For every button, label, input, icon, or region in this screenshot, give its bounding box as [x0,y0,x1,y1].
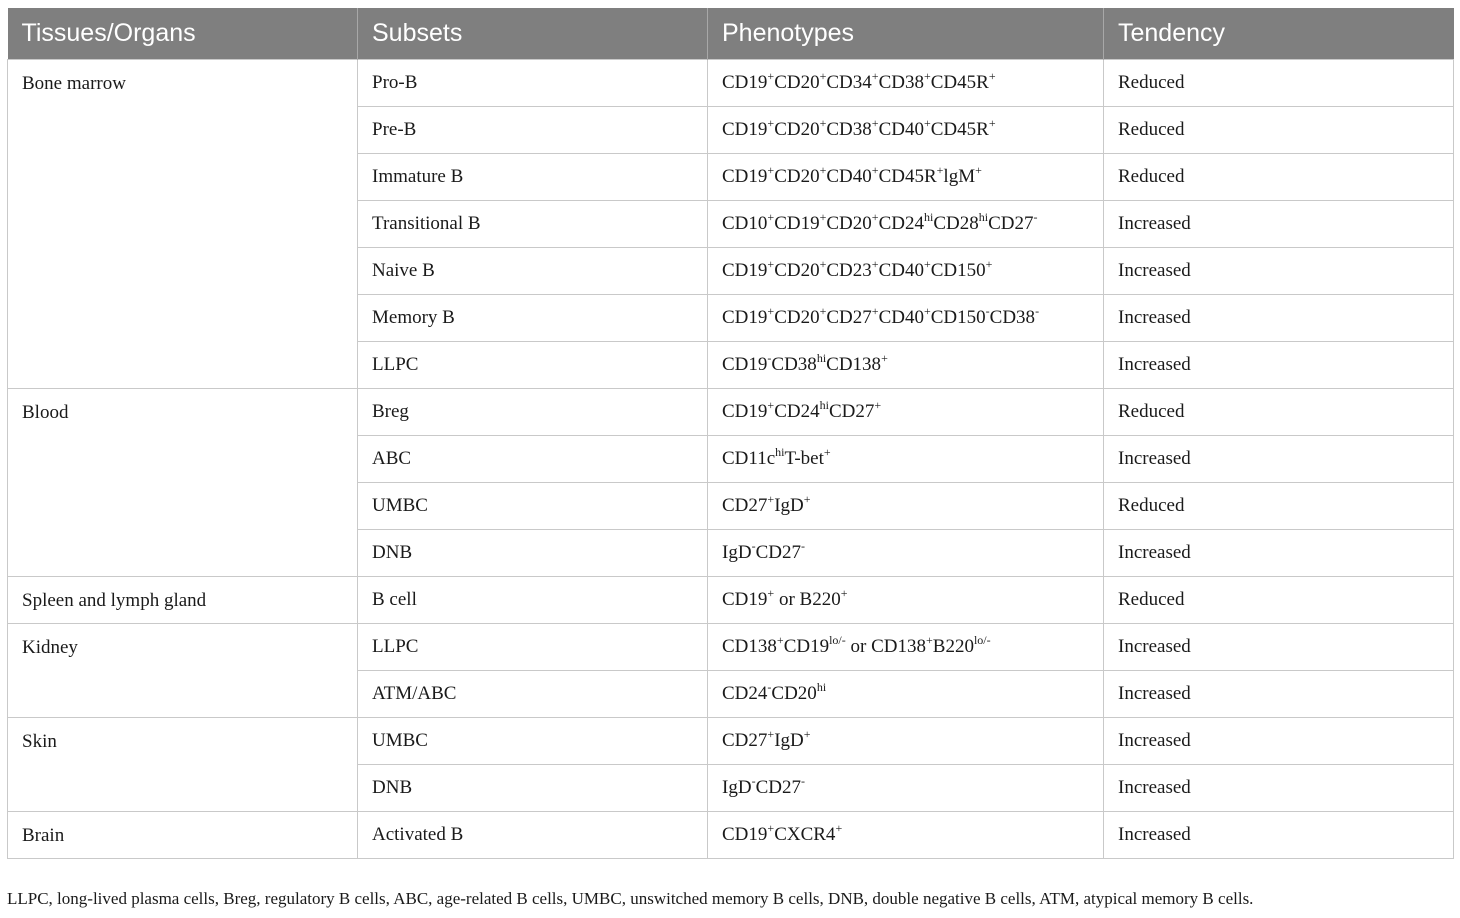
marker-expression: + [767,398,775,412]
marker-expression: + [874,398,882,412]
marker-name: CD23 [826,260,872,281]
marker-expression: + [803,492,811,506]
marker-name: CD40 [878,119,924,140]
marker-expression: + [767,69,775,83]
marker-expression: + [988,116,996,130]
subset-cell: ATM/ABC [358,671,708,718]
marker-name: CD19 [722,166,768,187]
phenotype-cell [708,718,1104,765]
marker-name: IgD [774,495,804,516]
phenotype-cell [708,295,1104,342]
marker-expression: hi [775,445,785,459]
tendency-cell: Increased [1104,624,1454,671]
header-tissues-organs: Tissues/Organs [8,8,358,60]
marker-expression: + [835,821,843,835]
marker-expression: + [767,821,775,835]
marker-name: CD19 [722,72,768,93]
table-body [8,60,1454,859]
marker-expression: - [800,539,805,553]
marker-name: CD38 [771,354,817,375]
header-tendency: Tendency [1104,8,1454,60]
marker-name: CD34 [826,72,872,93]
marker-expression: + [975,163,982,177]
tissue-cell: Blood [8,389,358,577]
marker-expression: + [926,633,933,647]
phenotype-cell [708,248,1104,295]
marker-name: CD45R [878,166,937,187]
subset-cell: DNB [358,765,708,812]
marker-name: or CD138 [845,636,926,657]
marker-name: CD27 [755,777,801,798]
marker-name: CD20 [774,72,820,93]
marker-name: lgM [943,166,976,187]
marker-expression: + [871,257,879,271]
table-row [8,389,1454,436]
marker-name: CD150 [930,307,986,328]
marker-name: CD19 [722,260,768,281]
marker-name: CD19 [774,213,820,234]
tendency-cell: Increased [1104,201,1454,248]
marker-name: CD20 [774,166,820,187]
phenotype-cell [708,342,1104,389]
tendency-cell: Reduced [1104,577,1454,624]
phenotype-cell [708,107,1104,154]
marker-expression: + [923,69,931,83]
marker-name: CD40 [826,166,872,187]
marker-name: B220 [932,636,974,657]
subset-cell: Activated B [358,812,708,859]
subset-cell: ABC [358,436,708,483]
marker-expression: + [767,586,775,600]
marker-expression: - [1033,210,1038,224]
tissue-cell: Bone marrow [8,60,358,389]
subset-cell: Breg [358,389,708,436]
marker-name: CD138 [722,636,777,657]
phenotype-cell [708,671,1104,718]
marker-name: CD24 [774,401,820,422]
marker-expression: + [923,116,931,130]
marker-name: or B220 [774,589,841,610]
marker-expression: + [767,163,775,177]
subset-cell: Transitional B [358,201,708,248]
marker-name: CD27 [722,730,768,751]
subset-cell: UMBC [358,483,708,530]
tendency-cell: Increased [1104,436,1454,483]
marker-name: CD19 [722,589,768,610]
marker-name: CD150 [930,260,986,281]
table-header [8,8,1454,60]
b-cell-subsets-table [7,8,1454,859]
phenotype-cell [708,60,1104,107]
marker-expression: + [767,210,775,224]
marker-name: CD19 [722,401,768,422]
phenotype-cell [708,201,1104,248]
marker-expression: + [936,163,944,177]
subset-cell: Memory B [358,295,708,342]
subset-cell: Naive B [358,248,708,295]
tendency-cell: Reduced [1104,60,1454,107]
marker-expression: + [767,727,775,741]
marker-name: CD20 [826,213,872,234]
subset-cell: LLPC [358,624,708,671]
subset-cell: UMBC [358,718,708,765]
tissue-cell: Kidney [8,624,358,718]
marker-expression: + [767,492,775,506]
table-row [8,624,1454,671]
marker-expression: + [803,727,811,741]
phenotype-cell [708,765,1104,812]
phenotype-cell [708,154,1104,201]
header-row [8,8,1454,60]
phenotype-cell [708,577,1104,624]
table-row [8,718,1454,765]
marker-expression: + [819,69,827,83]
table-row [8,577,1454,624]
subset-cell: DNB [358,530,708,577]
marker-name: CD20 [774,119,820,140]
marker-name: CD38 [878,72,924,93]
marker-expression: + [871,116,879,130]
marker-expression: + [823,445,831,459]
subset-cell: Pre-B [358,107,708,154]
marker-expression: + [840,586,848,600]
tissue-cell: Brain [8,812,358,859]
marker-expression: + [923,304,931,318]
marker-expression: + [871,210,879,224]
marker-name: T-bet [784,448,824,469]
marker-expression: hi [923,210,934,224]
header-subsets: Subsets [358,8,708,60]
marker-name: CD38 [989,307,1036,328]
marker-expression: - [751,774,756,788]
marker-expression: + [767,257,775,271]
phenotype-cell [708,812,1104,859]
marker-name: CD11c [722,448,776,469]
marker-expression: + [871,163,879,177]
marker-expression: + [988,69,996,83]
marker-expression: + [871,304,879,318]
table-row [8,60,1454,107]
tendency-cell: Reduced [1104,107,1454,154]
marker-name: CD45R [930,119,989,140]
marker-name: CD27 [826,307,872,328]
marker-name: CD27 [755,542,801,563]
marker-name: CD27 [722,495,768,516]
marker-name: CD40 [878,260,924,281]
subset-cell: Immature B [358,154,708,201]
marker-expression: + [819,116,827,130]
marker-expression: hi [816,351,827,365]
marker-expression: - [751,539,756,553]
marker-expression: - [800,774,805,788]
table-footnote: LLPC, long-lived plasma cells, Breg, regulatory B cells, ABC, age-related B cells, UMBC, unswitched memory B cells, DNB, double negative B cells, ATM, atypical memory B cells. [7,889,1254,908]
marker-name: CD19 [722,307,768,328]
marker-name: CD20 [771,683,817,704]
marker-name: CD24 [878,213,924,234]
subset-cell: Pro-B [358,60,708,107]
marker-name: CD20 [774,307,820,328]
tendency-cell: Increased [1104,812,1454,859]
marker-expression: + [819,163,827,177]
tissue-cell: Skin [8,718,358,812]
marker-name: CD20 [774,260,820,281]
tendency-cell: Reduced [1104,389,1454,436]
marker-name: CXCR4 [774,824,836,845]
marker-expression: + [767,304,775,318]
marker-expression: - [985,304,990,318]
tendency-cell: Increased [1104,248,1454,295]
tendency-cell: Increased [1104,295,1454,342]
marker-expression: hi [978,210,989,224]
marker-expression: + [871,69,879,83]
marker-expression: - [767,351,772,365]
marker-expression: + [819,257,827,271]
tendency-cell: Increased [1104,765,1454,812]
marker-expression: lo/- [973,633,991,647]
subset-cell: LLPC [358,342,708,389]
marker-name: CD27 [828,401,875,422]
marker-expression: + [819,210,827,224]
marker-expression: + [819,304,827,318]
tendency-cell: Increased [1104,530,1454,577]
phenotype-cell [708,624,1104,671]
marker-expression: + [881,351,888,365]
tendency-cell: Reduced [1104,154,1454,201]
marker-name: CD10 [722,213,768,234]
marker-name: IgD [722,777,752,798]
tendency-cell: Increased [1104,671,1454,718]
marker-name: CD27 [988,213,1034,234]
tissue-cell: Spleen and lymph gland [8,577,358,624]
marker-name: CD19 [722,354,768,375]
marker-expression: lo/- [829,633,846,647]
marker-name: CD19 [722,119,768,140]
marker-name: CD24 [722,683,768,704]
marker-name: CD38 [826,119,872,140]
marker-expression: + [776,633,784,647]
marker-name: CD19 [722,824,768,845]
phenotype-cell [708,389,1104,436]
marker-name: IgD [722,542,752,563]
marker-name: IgD [774,730,804,751]
marker-name: CD28 [933,213,979,234]
tendency-cell: Reduced [1104,483,1454,530]
phenotype-cell [708,436,1104,483]
marker-name: CD45R [930,72,989,93]
marker-expression: + [985,257,993,271]
marker-expression: hi [816,680,827,694]
tendency-cell: Increased [1104,342,1454,389]
marker-name: CD19 [783,636,830,657]
marker-expression: hi [819,398,829,412]
table-row [8,812,1454,859]
marker-name: CD40 [878,307,924,328]
phenotype-cell [708,483,1104,530]
tendency-cell: Increased [1104,718,1454,765]
marker-expression: + [923,257,931,271]
header-phenotypes: Phenotypes [708,8,1104,60]
marker-name: CD138 [826,354,882,375]
subset-cell: B cell [358,577,708,624]
marker-expression: - [767,680,772,694]
marker-expression: + [767,116,775,130]
marker-expression: - [1035,304,1040,318]
phenotype-cell [708,530,1104,577]
